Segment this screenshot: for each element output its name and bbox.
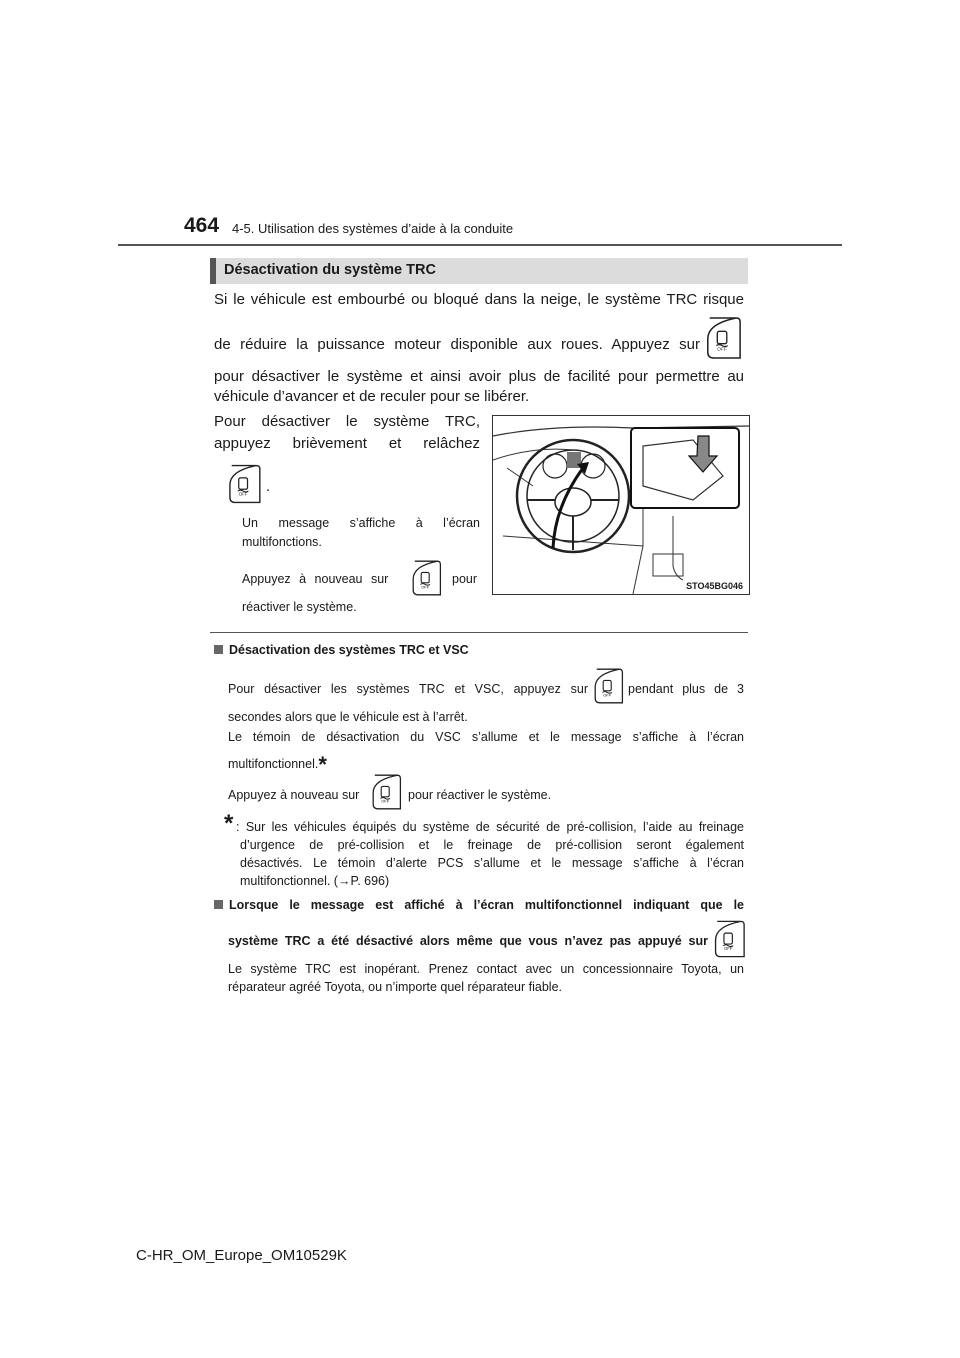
header-rule [118,244,842,246]
vsc-off-button-icon [226,462,262,506]
dashboard-illustration [492,415,750,595]
section-title: Désactivation du système TRC [224,262,436,278]
subsection1-p2a: Le témoin de désactivation du VSC s’allume et le message s’affiche à l’écran [228,730,744,744]
subsection1-p1c: secondes alors que le véhicule est à l’arrêt. [228,710,468,724]
subsection2-heading-line-1 [214,898,744,912]
subsection2-p1: Le système TRC est inopérant. Prenez contact avec un concessionnaire Toyota, un [228,962,744,976]
vsc-off-button-icon [704,314,742,362]
figure-code: STO45BG046 [686,581,743,591]
vsc-off-button-icon [410,558,442,598]
section-header-bar [210,258,748,284]
vsc-off-button-icon [712,918,746,960]
footnote-line-2: d’urgence de pré-collision et le freinage de pré-collision seront également [240,838,744,852]
subsection2-title-line-2: système TRC a été désactivé alors même que vous n’avez pas appuyé sur [228,934,708,948]
note2-line-2: réactiver le système. [242,600,357,614]
subsection1-p2b-line [228,748,327,777]
step-line-2: appuyez brièvement et relâchez [214,435,480,452]
step-line-1: Pour désactiver le système TRC, [214,413,480,430]
chapter-title: 4-5. Utilisation des systèmes d’aide à la conduite [232,221,514,236]
intro-line-2: de réduire la puissance moteur disponible aux roues. Appuyez sur [214,336,700,353]
square-bullet-icon [214,900,223,909]
intro-line-4: véhicule d’avancer et de reculer pour se libérer. [214,388,530,405]
subsection1-p3b: pour réactiver le système. [408,788,552,802]
steering-wheel-drawing [493,416,749,594]
step-line-3: . [266,478,271,495]
intro-line-1: Si le véhicule est embourbé ou bloqué dans la neige, le système TRC risque [214,291,744,308]
subsection2-p2: réparateur agréé Toyota, ou n’importe quel réparateur fiable. [228,980,563,994]
note1-line-1: Un message s’affiche à l’écran [242,516,480,530]
intro-line-3: pour désactiver le système et ainsi avoir plus de facilité pour permettre au [214,368,744,385]
note1-line-2: multifonctions. [242,535,322,549]
section-divider [210,632,748,633]
vsc-off-button-icon [592,666,624,706]
subsection2-title-line-1: Lorsque le message est affiché à l’écran multifonctionnel indiquant que le [229,898,744,912]
vsc-off-button-icon [370,772,402,812]
subsection1-heading [214,643,469,657]
asterisk-mark: * [318,752,327,777]
subsection1-title: Désactivation des systèmes TRC et VSC [229,643,469,657]
footnote-line-4: multifonctionnel. (→P. 696) [240,874,390,888]
note2-line-1a: Appuyez à nouveau sur [242,572,389,586]
page-number: 464 [184,214,220,237]
note2-line-1b: pour [452,572,478,586]
square-bullet-icon [214,645,223,654]
subsection1-p3a: Appuyez à nouveau sur [228,788,360,802]
section-header-accent [210,258,216,284]
subsection1-p2b: multifonctionnel. [228,757,319,771]
footer-doc-id: C-HR_OM_Europe_OM10529K [136,1247,347,1264]
footnote-line-1: : Sur les véhicules équipés du système de sécurité de pré-collision, l’aide au freinage [236,820,744,834]
subsection1-p1b: pendant plus de 3 [628,682,744,696]
footnote-line-3: désactivés. Le témoin d’alerte PCS s’allume et le message s’affiche à l’écran [240,856,744,870]
subsection1-p1a: Pour désactiver les systèmes TRC et VSC, appuyez sur [228,682,588,696]
footnote-asterisk: * [224,810,234,837]
